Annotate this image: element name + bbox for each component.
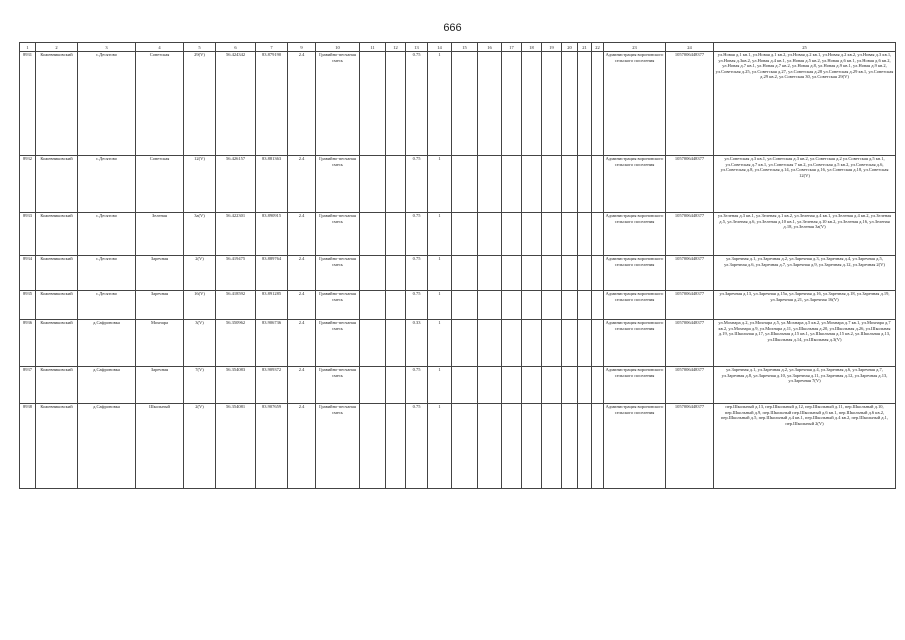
empty-cell xyxy=(478,367,502,404)
row-number: 8937 xyxy=(20,367,36,404)
area-cell: 2.4 xyxy=(288,404,316,489)
empty-cell xyxy=(542,404,562,489)
volume-cell: 0.75 xyxy=(406,52,428,156)
count-cell: 1 xyxy=(428,291,452,320)
street-cell: Заречная xyxy=(136,256,184,291)
table-row xyxy=(20,256,896,291)
table-row xyxy=(20,52,896,156)
empty-cell xyxy=(478,213,502,256)
addresses-cell: ул.Заречная д.1, ул.Заречная д.2, ул.Заречная д.3, ул.Заречная д.4, ул.Заречная д.5, ул.Заречная д.6, ул.Заречная д.7, ул.Заречная д.9, ул.Заречная д.12, ул.Заречная 2(V) xyxy=(714,256,896,291)
house-cell: 7(V) xyxy=(184,367,216,404)
latitude-cell: 56.422301 xyxy=(216,213,256,256)
empty-cell xyxy=(522,291,542,320)
longitude-cell: 83.879190 xyxy=(256,52,288,156)
settlement-cell: с.Десятово xyxy=(78,213,136,256)
empty-cell xyxy=(360,367,386,404)
settlement-cell: д.Сафроновка xyxy=(78,320,136,367)
empty-cell xyxy=(522,213,542,256)
organization-cell: Администрация вороновского сельского поселения xyxy=(604,404,666,489)
district-cell: Кожевниковский xyxy=(36,320,78,367)
street-cell: Мохнара xyxy=(136,320,184,367)
longitude-cell: 83.881363 xyxy=(256,156,288,213)
street-cell: Советская xyxy=(136,156,184,213)
empty-cell xyxy=(562,320,578,367)
volume-cell: 0.75 xyxy=(406,367,428,404)
empty-cell xyxy=(522,404,542,489)
latitude-cell: 56.424342 xyxy=(216,52,256,156)
empty-cell xyxy=(578,52,592,156)
empty-cell xyxy=(452,213,478,256)
longitude-cell: 83.891285 xyxy=(256,291,288,320)
street-cell: Школьный xyxy=(136,404,184,489)
volume-cell: 0.75 xyxy=(406,256,428,291)
surface-cell: Гравийно-песчаная смесь xyxy=(316,52,360,156)
district-cell: Кожевниковский xyxy=(36,404,78,489)
latitude-cell: 56.354081 xyxy=(216,404,256,489)
ogrn-cell: 1057006448377 xyxy=(666,291,714,320)
district-cell: Кожевниковский xyxy=(36,156,78,213)
count-cell: 1 xyxy=(428,156,452,213)
column-header: 21 xyxy=(578,43,592,52)
organization-cell: Администрация вороновского сельского поселения xyxy=(604,213,666,256)
column-header: 20 xyxy=(562,43,578,52)
column-header: 2 xyxy=(36,43,78,52)
area-cell: 2.4 xyxy=(288,256,316,291)
column-header: 11 xyxy=(360,43,386,52)
volume-cell: 0.75 xyxy=(406,213,428,256)
column-header: 15 xyxy=(452,43,478,52)
area-cell: 2.4 xyxy=(288,213,316,256)
organization-cell: Администрация вороновского сельского поселения xyxy=(604,320,666,367)
latitude-cell: 56.419475 xyxy=(216,256,256,291)
empty-cell xyxy=(478,52,502,156)
house-cell: 2(V) xyxy=(184,404,216,489)
addresses-cell: ул.Советская д.3 кв.1, ул.Советская д.3 кв.2, ул.Советская д.2 ул.Советская д.5 кв.1, ул.Советская д.7 кв.1, ул.Советская 7 кв.2, ул.Советская д.5 кв.2, ул.Советская д.6, ул.Советская д.8, ул.Советская д.14, ул.Советская д.16, ул.Советская д.18, ул.Советская 12(V) xyxy=(714,156,896,213)
empty-cell xyxy=(502,367,522,404)
empty-cell xyxy=(452,156,478,213)
table-row xyxy=(20,367,896,404)
empty-cell xyxy=(542,367,562,404)
empty-cell xyxy=(386,404,406,489)
settlement-cell: д.Сафроновка xyxy=(78,404,136,489)
empty-cell xyxy=(562,404,578,489)
district-cell: Кожевниковский xyxy=(36,367,78,404)
empty-cell xyxy=(502,320,522,367)
column-header: 9 xyxy=(288,43,316,52)
surface-cell: Гравийно-песчаная смесь xyxy=(316,320,360,367)
house-cell: 3а(V) xyxy=(184,213,216,256)
register-table xyxy=(19,42,896,489)
row-number: 8936 xyxy=(20,320,36,367)
column-header: 4 xyxy=(136,43,184,52)
settlement-cell: с.Десятово xyxy=(78,52,136,156)
row-number: 8934 xyxy=(20,256,36,291)
column-header: 10 xyxy=(316,43,360,52)
organization-cell: Администрация вороновского сельского поселения xyxy=(604,256,666,291)
row-number: 8938 xyxy=(20,404,36,489)
empty-cell xyxy=(360,52,386,156)
empty-cell xyxy=(578,156,592,213)
empty-cell xyxy=(522,367,542,404)
column-header: 7 xyxy=(256,43,288,52)
empty-cell xyxy=(592,256,604,291)
organization-cell: Администрация вороновского сельского поселения xyxy=(604,52,666,156)
street-cell: Зеленая xyxy=(136,213,184,256)
empty-cell xyxy=(452,320,478,367)
volume-cell: 0.75 xyxy=(406,404,428,489)
empty-cell xyxy=(360,404,386,489)
settlement-cell: с.Десятово xyxy=(78,291,136,320)
count-cell: 1 xyxy=(428,256,452,291)
addresses-cell: пер.Школьный д.13, пер.Школьный д.12, пер.Школьный д.11, пер.Школьный д.10, пер.Школьный д.9, пер.Школьный пер.Школьный д.6 кв.1, пер.Школьный д.6 кв.2, пер.Школьный д.5, пер.Школьный д.4 кв.1, пер.Школьный д.4 кв.2, пер.Школьный д.1, пер.Школьный 2(V) xyxy=(714,404,896,489)
empty-cell xyxy=(578,291,592,320)
empty-cell xyxy=(502,256,522,291)
ogrn-cell: 1057006448377 xyxy=(666,320,714,367)
empty-cell xyxy=(542,256,562,291)
count-cell: 1 xyxy=(428,367,452,404)
volume-cell: 0.75 xyxy=(406,291,428,320)
empty-cell xyxy=(542,320,562,367)
row-number: 8933 xyxy=(20,213,36,256)
column-header: 6 xyxy=(216,43,256,52)
empty-cell xyxy=(360,320,386,367)
surface-cell: Гравийно-песчаная смесь xyxy=(316,213,360,256)
empty-cell xyxy=(562,256,578,291)
settlement-cell: д.Сафроновка xyxy=(78,367,136,404)
addresses-cell: ул.Зеленая д.3 кв.1, ул.Зеленая д.1 кв.2, ул.Зеленая д.4 кв.1, ул.Зеленая д.4 кв.2, ул.Зеленая д.5, ул.Зеленая д.6, ул.Зеленая д.10 кв.1, ул.Зеленая д.10 кв.2, ул.Зеленая д.16, ул.Зеленая д.18, ул.Зеленая 3а(V) xyxy=(714,213,896,256)
addresses-cell: ул.Заречная д.1, ул.Заречная д.2, ул.Заречная д.4, ул.Заречная д.6, ул.Заречная д.7, ул.Заречная д.8, ул.Заречная д.10, ул.Заречная д.11, ул.Заречная д.12, ул.Заречная д.13, ул.Заречная 7(V) xyxy=(714,367,896,404)
empty-cell xyxy=(592,291,604,320)
house-cell: 29(V) xyxy=(184,52,216,156)
ogrn-cell: 1057006448377 xyxy=(666,404,714,489)
surface-cell: Гравийно-песчаная смесь xyxy=(316,404,360,489)
empty-cell xyxy=(542,156,562,213)
surface-cell: Гравийно-песчаная смесь xyxy=(316,291,360,320)
addresses-cell: ул.Заречная д.13, ул.Заречная д.15а, ул.Заречная д.16, ул.Заречная д.18, ул.Заречная д.19, ул.Заречная д.21, ул.Заречная 16(V) xyxy=(714,291,896,320)
latitude-cell: 56.418592 xyxy=(216,291,256,320)
empty-cell xyxy=(478,404,502,489)
empty-cell xyxy=(562,156,578,213)
longitude-cell: 83.890915 xyxy=(256,213,288,256)
column-header: 5 xyxy=(184,43,216,52)
longitude-cell: 83.907659 xyxy=(256,404,288,489)
empty-cell xyxy=(386,156,406,213)
empty-cell xyxy=(592,156,604,213)
area-cell: 2.4 xyxy=(288,291,316,320)
district-cell: Кожевниковский xyxy=(36,291,78,320)
ogrn-cell: 1057006448377 xyxy=(666,367,714,404)
house-cell: 16(V) xyxy=(184,291,216,320)
empty-cell xyxy=(386,291,406,320)
empty-cell xyxy=(386,213,406,256)
addresses-cell: ул.Мохнара д.2, ул.Мохнара д.5, ул.Мохнара д.5 кв.2, ул.Мохнара д.7 кв.1, ул.Мохнара д.7 кв.2, ул.Мохнара д.9, ул.Мохнара д.11, ул.Школьная д.20, ул.Школьная д.26, ул.Школьная д.19, ул.Школьная д.17, ул.Школьная д.15 кв.1, ул.Школьная д.15 кв.2, ул.Школьная д.13, ул.Школьная д.14, ул.Школьная д.3(V) xyxy=(714,320,896,367)
organization-cell: Администрация вороновского сельского поселения xyxy=(604,367,666,404)
empty-cell xyxy=(592,213,604,256)
surface-cell: Гравийно-песчаная смесь xyxy=(316,156,360,213)
volume-cell: 0.33 xyxy=(406,320,428,367)
empty-cell xyxy=(562,52,578,156)
longitude-cell: 83.889764 xyxy=(256,256,288,291)
addresses-cell: ул.Новая д.1 кв.1, ул.Новая д.1 кв.2, ул.Новая д.2 кв.1, ул.Новая д.2 кв.2, ул.Новая д.3 кв.1, ул.Новая д.3кв.2, ул.Новая д.4 кв.1, ул.Новая д.5 кв.2, ул.Новая д.6 кв.1, ул.Новая д.6 кв.2, ул.Новая д.7 кв.1, ул.Новая д.7 кв.2, ул.Новая д.8, ул.Новая д.9 кв.1, ул.Новая д.9 кв.2, ул.Советская д.25, ул.Советская д.27, ул.Советская д.28 ул.Советская д.29 кв.1, ул.Советская д.29 кв.2, ул.Советская 30, ул.Советская 29(V) xyxy=(714,52,896,156)
area-cell: 2.4 xyxy=(288,52,316,156)
volume-cell: 0.75 xyxy=(406,156,428,213)
empty-cell xyxy=(502,404,522,489)
count-cell: 1 xyxy=(428,320,452,367)
empty-cell xyxy=(478,156,502,213)
ogrn-cell: 1057006448377 xyxy=(666,156,714,213)
column-header: 24 xyxy=(666,43,714,52)
page-number: 666 xyxy=(443,22,462,34)
empty-cell xyxy=(562,367,578,404)
column-header: 3 xyxy=(78,43,136,52)
settlement-cell: с.Десятово xyxy=(78,156,136,213)
table-row xyxy=(20,156,896,213)
column-header: 22 xyxy=(592,43,604,52)
ogrn-cell: 1057006448377 xyxy=(666,213,714,256)
settlement-cell: с.Десятово xyxy=(78,256,136,291)
column-header: 14 xyxy=(428,43,452,52)
empty-cell xyxy=(360,291,386,320)
empty-cell xyxy=(578,404,592,489)
street-cell: Заречная xyxy=(136,367,184,404)
empty-cell xyxy=(578,367,592,404)
column-header: 13 xyxy=(406,43,428,52)
district-cell: Кожевниковский xyxy=(36,52,78,156)
ogrn-cell: 1057006448377 xyxy=(666,52,714,156)
empty-cell xyxy=(522,320,542,367)
empty-cell xyxy=(478,320,502,367)
column-header: 16 xyxy=(478,43,502,52)
empty-cell xyxy=(542,213,562,256)
empty-cell xyxy=(452,52,478,156)
column-header: 19 xyxy=(542,43,562,52)
empty-cell xyxy=(478,291,502,320)
empty-cell xyxy=(386,256,406,291)
area-cell: 2.4 xyxy=(288,156,316,213)
empty-cell xyxy=(502,213,522,256)
empty-cell xyxy=(592,52,604,156)
empty-cell xyxy=(578,256,592,291)
area-cell: 2.4 xyxy=(288,367,316,404)
empty-cell xyxy=(386,52,406,156)
empty-cell xyxy=(502,291,522,320)
empty-cell xyxy=(578,213,592,256)
empty-cell xyxy=(542,291,562,320)
column-header: 18 xyxy=(522,43,542,52)
district-cell: Кожевниковский xyxy=(36,213,78,256)
ogrn-cell: 1057006448377 xyxy=(666,256,714,291)
column-header: 1 xyxy=(20,43,36,52)
house-cell: 12(V) xyxy=(184,156,216,213)
empty-cell xyxy=(542,52,562,156)
empty-cell xyxy=(452,404,478,489)
district-cell: Кожевниковский xyxy=(36,256,78,291)
empty-cell xyxy=(502,52,522,156)
empty-cell xyxy=(522,52,542,156)
street-cell: Заречная xyxy=(136,291,184,320)
header-row xyxy=(20,43,896,52)
empty-cell xyxy=(386,320,406,367)
empty-cell xyxy=(522,156,542,213)
column-header: 23 xyxy=(604,43,666,52)
latitude-cell: 56.350962 xyxy=(216,320,256,367)
count-cell: 1 xyxy=(428,404,452,489)
row-number: 8931 xyxy=(20,52,36,156)
empty-cell xyxy=(452,256,478,291)
empty-cell xyxy=(592,404,604,489)
organization-cell: Администрация вороновского сельского поселения xyxy=(604,291,666,320)
area-cell: 2.4 xyxy=(288,320,316,367)
surface-cell: Гравийно-песчаная смесь xyxy=(316,256,360,291)
column-header: 25 xyxy=(714,43,896,52)
surface-cell: Гравийно-песчаная смесь xyxy=(316,367,360,404)
latitude-cell: 56.354083 xyxy=(216,367,256,404)
empty-cell xyxy=(562,213,578,256)
column-header: 12 xyxy=(386,43,406,52)
empty-cell xyxy=(578,320,592,367)
street-cell: Советская xyxy=(136,52,184,156)
table-row xyxy=(20,213,896,256)
empty-cell xyxy=(592,320,604,367)
row-number: 8932 xyxy=(20,156,36,213)
empty-cell xyxy=(360,156,386,213)
longitude-cell: 83.909372 xyxy=(256,367,288,404)
house-cell: 3(V) xyxy=(184,320,216,367)
row-number: 8935 xyxy=(20,291,36,320)
empty-cell xyxy=(360,256,386,291)
empty-cell xyxy=(502,156,522,213)
longitude-cell: 83.906736 xyxy=(256,320,288,367)
table-row xyxy=(20,404,896,489)
empty-cell xyxy=(452,291,478,320)
empty-cell xyxy=(452,367,478,404)
organization-cell: Администрация вороновского сельского поселения xyxy=(604,156,666,213)
column-header: 17 xyxy=(502,43,522,52)
empty-cell xyxy=(522,256,542,291)
empty-cell xyxy=(562,291,578,320)
count-cell: 1 xyxy=(428,52,452,156)
table-row xyxy=(20,291,896,320)
empty-cell xyxy=(592,367,604,404)
empty-cell xyxy=(478,256,502,291)
table-row xyxy=(20,320,896,367)
latitude-cell: 56.426157 xyxy=(216,156,256,213)
empty-cell xyxy=(386,367,406,404)
empty-cell xyxy=(360,213,386,256)
count-cell: 1 xyxy=(428,213,452,256)
house-cell: 2(V) xyxy=(184,256,216,291)
